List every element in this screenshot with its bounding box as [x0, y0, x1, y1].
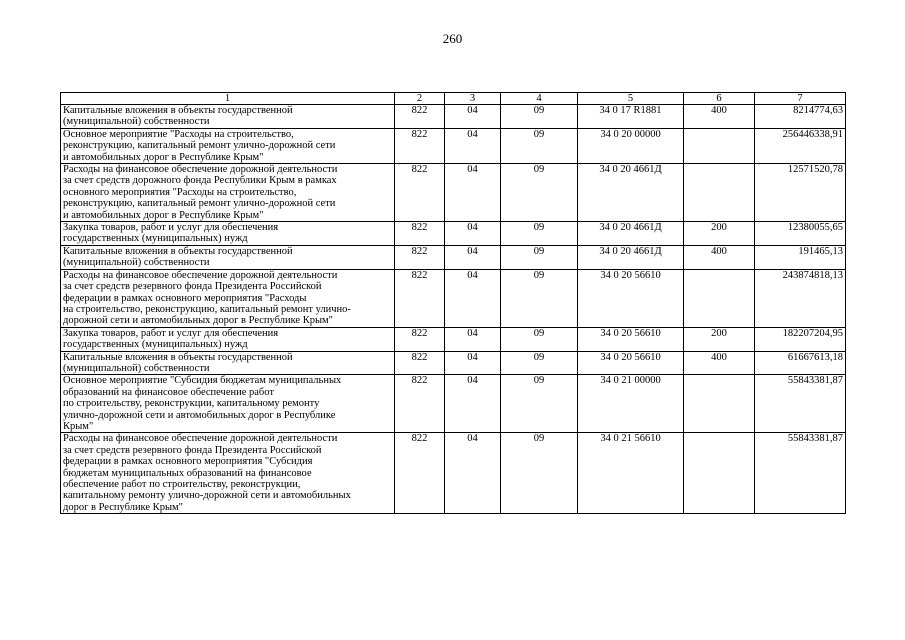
expense-type-cell: [684, 269, 755, 327]
subsection-code-cell: 09: [501, 222, 578, 246]
expense-type-cell: 400: [684, 105, 755, 129]
target-article-cell: 34 0 20 56610: [578, 327, 684, 351]
grbs-code-cell: 822: [395, 327, 445, 351]
column-header: 5: [578, 93, 684, 105]
grbs-code-cell: 822: [395, 164, 445, 222]
amount-cell: 256446338,91: [755, 128, 846, 163]
amount-cell: 12380055,65: [755, 222, 846, 246]
subsection-code-cell: 09: [501, 351, 578, 375]
target-article-cell: 34 0 17 R1881: [578, 105, 684, 129]
table-row: [61, 105, 846, 129]
grbs-code-cell: 822: [395, 222, 445, 246]
table-row: [61, 351, 846, 375]
amount-cell: 182207204,95: [755, 327, 846, 351]
section-code-cell: 04: [445, 327, 501, 351]
table-row: [61, 222, 846, 246]
subsection-code-cell: 09: [501, 375, 578, 433]
row-name-cell: Основное мероприятие "Субсидия бюджетам муниципальных образований на финансовое обеспечение работ по строительству, реконструкции, капитальному ремонту улично-дорожной сети и автомобильных дорог в Республике Крым": [61, 375, 395, 433]
table-row: [61, 269, 846, 327]
subsection-code-cell: 09: [501, 105, 578, 129]
subsection-code-cell: 09: [501, 245, 578, 269]
target-article-cell: 34 0 20 00000: [578, 128, 684, 163]
target-article-cell: 34 0 21 00000: [578, 375, 684, 433]
row-name-cell: Расходы на финансовое обеспечение дорожной деятельности за счет средств резервного фонда Президента Российской федерации в рамках основного мероприятия "Расходы на строительство, реконструкцию, капитальный ремонт улично- дорожной сети и автомобильных дорог в Республике Крым": [61, 269, 395, 327]
budget-table: [60, 92, 846, 514]
expense-type-cell: [684, 128, 755, 163]
table-row: [61, 433, 846, 514]
expense-type-cell: [684, 375, 755, 433]
expense-type-cell: 400: [684, 245, 755, 269]
expense-type-cell: [684, 164, 755, 222]
column-header: 2: [395, 93, 445, 105]
row-name-cell: Капитальные вложения в объекты государственной (муниципальной) собственности: [61, 351, 395, 375]
target-article-cell: 34 0 20 4661Д: [578, 164, 684, 222]
grbs-code-cell: 822: [395, 433, 445, 514]
subsection-code-cell: 09: [501, 327, 578, 351]
grbs-code-cell: 822: [395, 105, 445, 129]
target-article-cell: 34 0 20 4661Д: [578, 222, 684, 246]
row-name-cell: Расходы на финансовое обеспечение дорожной деятельности за счет средств дорожного фонда Республики Крым в рамках основного мероприятия "Расходы на строительство, реконструкцию, капитальный ремонт улично-дорожной сети и автомобильных дорог в Республике Крым": [61, 164, 395, 222]
expense-type-cell: 200: [684, 222, 755, 246]
amount-cell: 191465,13: [755, 245, 846, 269]
amount-cell: 55843381,87: [755, 375, 846, 433]
target-article-cell: 34 0 20 56610: [578, 351, 684, 375]
expense-type-cell: 200: [684, 327, 755, 351]
column-header: 3: [445, 93, 501, 105]
table-row: [61, 327, 846, 351]
amount-cell: 55843381,87: [755, 433, 846, 514]
section-code-cell: 04: [445, 433, 501, 514]
row-name-cell: Капитальные вложения в объекты государственной (муниципальной) собственности: [61, 105, 395, 129]
column-header: 1: [61, 93, 395, 105]
subsection-code-cell: 09: [501, 433, 578, 514]
section-code-cell: 04: [445, 105, 501, 129]
page-number: 260: [442, 31, 463, 46]
table-row: [61, 164, 846, 222]
grbs-code-cell: 822: [395, 269, 445, 327]
table-row: [61, 245, 846, 269]
subsection-code-cell: 09: [501, 128, 578, 163]
expense-type-cell: [684, 433, 755, 514]
section-code-cell: 04: [445, 164, 501, 222]
row-name-cell: Расходы на финансовое обеспечение дорожной деятельности за счет средств резервного фонда Президента Российской федерации в рамках основного мероприятия "Субсидия бюджетам муниципальных образований на финансовое обеспечение работ по строительству, реконструкции, капитальному ремонту улично-дорожной сети и автомобильных дорог в Республике Крым": [61, 433, 395, 514]
table-row: [61, 375, 846, 433]
section-code-cell: 04: [445, 222, 501, 246]
section-code-cell: 04: [445, 351, 501, 375]
subsection-code-cell: 09: [501, 164, 578, 222]
column-header: 7: [755, 93, 846, 105]
amount-cell: 243874818,13: [755, 269, 846, 327]
amount-cell: 61667613,18: [755, 351, 846, 375]
grbs-code-cell: 822: [395, 245, 445, 269]
row-name-cell: Закупка товаров, работ и услуг для обеспечения государственных (муниципальных) нужд: [61, 222, 395, 246]
grbs-code-cell: 822: [395, 128, 445, 163]
row-name-cell: Основное мероприятие "Расходы на строительство, реконструкцию, капитальный ремонт улично-дорожной сети и автомобильных дорог в Республике Крым": [61, 128, 395, 163]
amount-cell: 8214774,63: [755, 105, 846, 129]
expense-type-cell: 400: [684, 351, 755, 375]
column-header: 4: [501, 93, 578, 105]
row-name-cell: Закупка товаров, работ и услуг для обеспечения государственных (муниципальных) нужд: [61, 327, 395, 351]
section-code-cell: 04: [445, 245, 501, 269]
grbs-code-cell: 822: [395, 375, 445, 433]
target-article-cell: 34 0 20 56610: [578, 269, 684, 327]
grbs-code-cell: 822: [395, 351, 445, 375]
section-code-cell: 04: [445, 128, 501, 163]
column-header: 6: [684, 93, 755, 105]
amount-cell: 12571520,78: [755, 164, 846, 222]
section-code-cell: 04: [445, 269, 501, 327]
subsection-code-cell: 09: [501, 269, 578, 327]
row-name-cell: Капитальные вложения в объекты государственной (муниципальной) собственности: [61, 245, 395, 269]
target-article-cell: 34 0 21 56610: [578, 433, 684, 514]
table-row: [61, 128, 846, 163]
section-code-cell: 04: [445, 375, 501, 433]
column-numbers-row: [61, 93, 846, 105]
target-article-cell: 34 0 20 4661Д: [578, 245, 684, 269]
